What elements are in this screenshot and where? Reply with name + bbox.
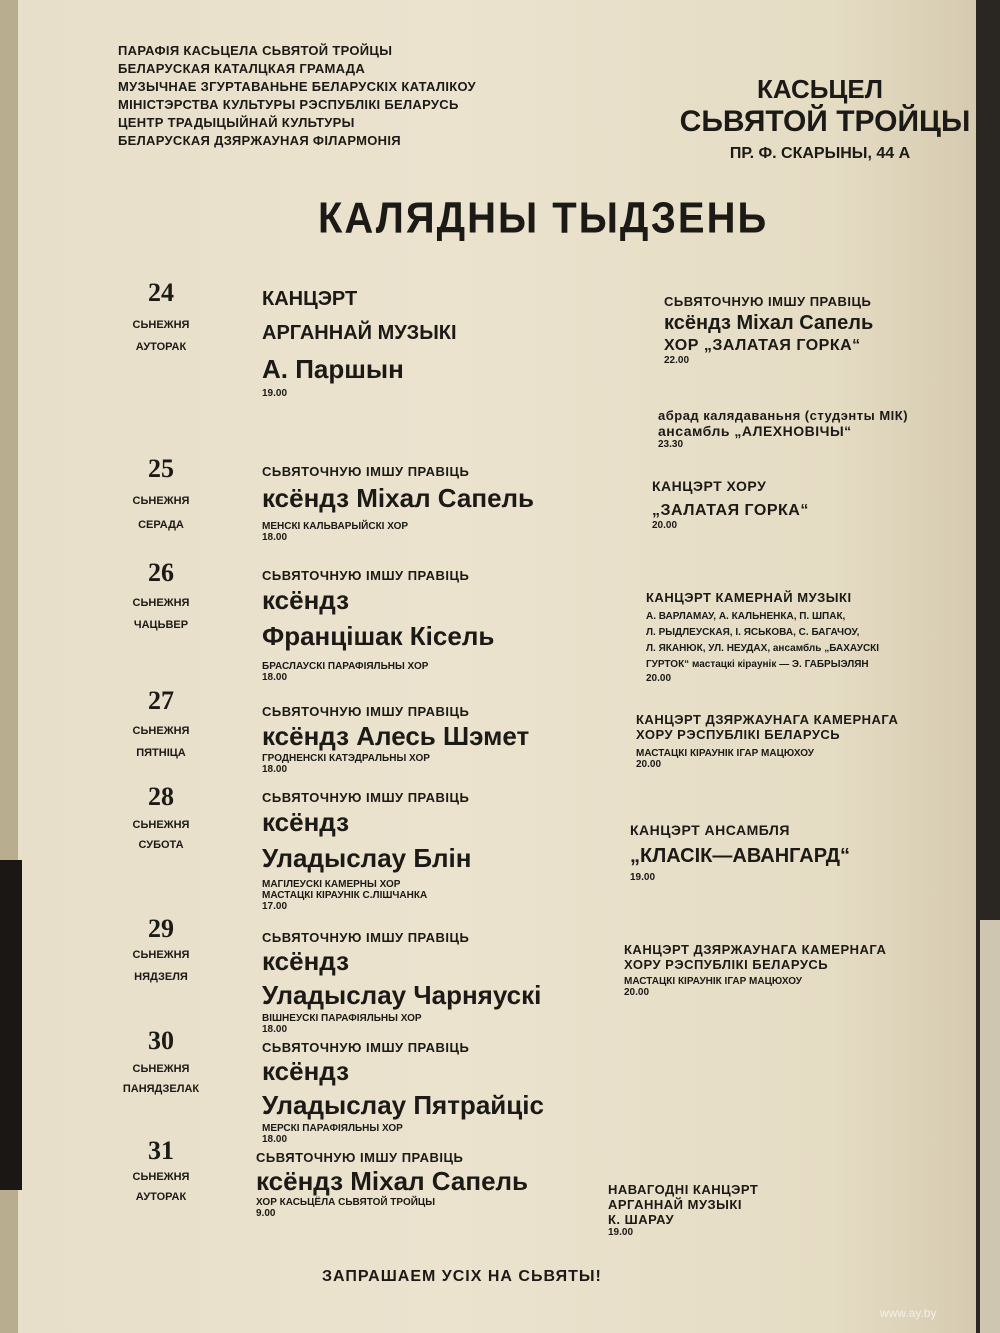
date-number: 30 — [148, 1026, 174, 1055]
event-line: ХОРУ РЭСПУБЛІКІ БЕЛАРУСЬ — [636, 727, 841, 742]
event-line: АРГАННАЙ МУЗЫКІ — [608, 1197, 742, 1212]
date-weekday: НЯДЗЕЛЯ — [134, 971, 188, 983]
date-month: СЬНЕЖНЯ — [132, 597, 190, 609]
event-line: СЬВЯТОЧНУЮ ІМШУ ПРАВІЦЬ — [262, 704, 470, 719]
event-performer: Уладыслау Пятрайціс — [262, 1090, 544, 1120]
event-line: СЬВЯТОЧНУЮ ІМШУ ПРАВІЦЬ — [262, 568, 470, 583]
date-month: СЬНЕЖНЯ — [132, 819, 190, 831]
event-right-8 — [608, 1182, 758, 1238]
event-line: ксёндз — [262, 1056, 350, 1086]
event-line: КАНЦЭРТ ДЗЯРЖАУНАГА КАМЕРНАГА — [624, 942, 887, 957]
event-29 — [262, 930, 541, 1035]
event-line: АРГАННАЙ МУЗЫКІ — [262, 322, 457, 344]
organizer-line: МІНІСТЭРСТВА КУЛЬТУРЫ РЭСПУБЛІКІ БЕЛАРУСЬ — [118, 97, 459, 112]
event-choir: БРАСЛАУСКІ ПАРАФІЯЛЬНЫ ХОР — [262, 661, 429, 672]
event-line: абрад калядаваньня (студэнты МІК) — [658, 408, 909, 423]
event-director: МАСТАЦКІ КІРАУНІК ІГАР МАЦЮХОУ — [624, 976, 802, 987]
event-line: НАВАГОДНІ КАНЦЭРТ — [608, 1182, 759, 1197]
venue-line-2: СЬВЯТОЙ ТРОЙЦЫ — [679, 105, 971, 138]
date-number: 27 — [148, 686, 174, 715]
event-choir: МЕРСКІ ПАРАФІЯЛЬНЫ ХОР — [262, 1123, 403, 1134]
event-time: 18.00 — [262, 1134, 288, 1145]
event-time: 20.00 — [646, 673, 672, 684]
venue-address: ПР. Ф. СКАРЫНЫ, 44 А — [729, 145, 911, 162]
event-27 — [262, 704, 529, 775]
organizer-line: БЕЛАРУСКАЯ КАТАЛЦКАЯ ГРАМАДА — [118, 61, 366, 76]
event-line: СЬВЯТОЧНУЮ ІМШУ ПРАВІЦЬ — [256, 1150, 464, 1165]
event-performer: ксёндз Міхал Сапель — [664, 312, 874, 334]
organizer-line: БЕЛАРУСКАЯ ДЗЯРЖАУНАЯ ФІЛАРМОНІЯ — [118, 133, 401, 148]
event-line: КАНЦЭРТ — [262, 288, 358, 310]
date-number: 29 — [148, 914, 174, 943]
event-24 — [262, 282, 457, 399]
event-right-6 — [630, 822, 850, 883]
date-month: СЬНЕЖНЯ — [132, 1171, 190, 1183]
event-25 — [262, 464, 534, 543]
event-line: СЬВЯТОЧНУЮ ІМШУ ПРАВІЦЬ — [664, 294, 872, 309]
event-performer: Уладыслау Чарняускі — [262, 980, 542, 1010]
event-28 — [262, 790, 471, 912]
event-line: СЬВЯТОЧНУЮ ІМШУ ПРАВІЦЬ — [262, 464, 470, 479]
event-time: 20.00 — [636, 759, 662, 770]
event-time: 18.00 — [262, 532, 288, 543]
event-time: 17.00 — [262, 901, 288, 912]
date-month: СЬНЕЖНЯ — [132, 949, 190, 961]
date-weekday: АУТОРАК — [135, 341, 187, 353]
date-weekday: АУТОРАК — [135, 1191, 187, 1203]
event-choir: МАГІЛЕУСКІ КАМЕРНЫ ХОР — [262, 879, 401, 890]
event-time: 19.00 — [608, 1227, 634, 1238]
event-line: „КЛАСІК—АВАНГАРД“ — [630, 845, 851, 867]
venue-line-1: КАСЬЦЕЛ — [756, 74, 884, 104]
event-line: КАНЦЭРТ АНСАМБЛЯ — [630, 822, 790, 838]
event-time: 18.00 — [262, 672, 288, 683]
event-time: 9.00 — [256, 1208, 276, 1219]
date-weekday: СЕРАДА — [138, 519, 184, 531]
page-edge-shadow — [0, 860, 22, 1190]
adjacent-page — [980, 920, 1000, 1333]
event-line: СЬВЯТОЧНУЮ ІМШУ ПРАВІЦЬ — [262, 790, 470, 805]
event-performer: Уладыслау Блін — [262, 843, 472, 873]
event-line: Л. ЯКАНЮК, УЛ. НЕУДАХ, ансамбль „БАХАУСКІ — [646, 643, 880, 654]
event-31 — [256, 1150, 528, 1219]
event-line: „ЗАЛАТАЯ ГОРКА“ — [652, 502, 809, 519]
event-choir: ХОР КАСЬЦЁЛА СЬВЯТОЙ ТРОЙЦЫ — [256, 1197, 436, 1208]
event-choir: ВІШНЕУСКІ ПАРАФІЯЛЬНЫ ХОР — [262, 1013, 422, 1024]
event-line: ГУРТОК“ мастацкі кіраунік — Э. ГАБРЫЭЛЯН — [646, 659, 869, 670]
event-time: 19.00 — [630, 872, 656, 883]
event-right-3 — [652, 478, 809, 531]
event-30 — [262, 1040, 544, 1145]
event-performer: ксёндз Міхал Сапель — [262, 483, 535, 513]
event-choir: ГРОДНЕНСКІ КАТЭДРАЛЬНЫ ХОР — [262, 753, 430, 764]
event-choir: ХОР „ЗАЛАТАЯ ГОРКА“ — [664, 337, 861, 354]
date-number: 31 — [148, 1136, 174, 1165]
event-line: А. ВАРЛАМАУ, А. КАЛЬНЕНКА, П. ШПАК, — [646, 611, 846, 622]
event-line: ксёндз — [262, 585, 350, 615]
event-line: Л. РЫДЛЕУСКАЯ, І. ЯСЬКОВА, С. БАГАЧОУ, — [646, 627, 860, 638]
event-line: ксёндз — [262, 946, 350, 976]
event-time: 20.00 — [652, 520, 678, 531]
event-right-1 — [664, 294, 873, 366]
date-number: 26 — [148, 558, 174, 587]
organizer-line: ПАРАФІЯ КАСЬЦЕЛА СЬВЯТОЙ ТРОЙЦЫ — [118, 43, 393, 58]
date-number: 24 — [148, 278, 174, 307]
venue-block — [660, 74, 980, 163]
event-line: КАНЦЭРТ ХОРУ — [652, 478, 767, 494]
event-performer: К. ШАРАУ — [608, 1212, 675, 1227]
event-time: 19.00 — [262, 388, 288, 399]
event-line: СЬВЯТОЧНУЮ ІМШУ ПРАВІЦЬ — [262, 1040, 470, 1055]
event-line: ХОРУ РЭСПУБЛІКІ БЕЛАРУСЬ — [624, 957, 829, 972]
watermark: www.ay.by — [880, 1306, 937, 1320]
organizers-list — [118, 42, 476, 150]
event-choir: МЕНСКІ КАЛЬВАРЫЙСКІ ХОР — [262, 521, 409, 532]
date-weekday: ПАНЯДЗЕЛАК — [122, 1083, 200, 1095]
event-time: 23.30 — [658, 439, 684, 450]
event-performer: Францішак Кісель — [262, 621, 495, 651]
date-month: СЬНЕЖНЯ — [132, 319, 190, 331]
date-month: СЬНЕЖНЯ — [132, 1063, 190, 1075]
event-line: ксёндз — [262, 807, 350, 837]
event-right-4 — [646, 590, 879, 684]
event-performer: ксёндз Міхал Сапель — [256, 1166, 529, 1196]
event-line: ансамбль „АЛЕХНОВІЧЫ“ — [658, 423, 852, 439]
organizer-line: МУЗЫЧНАЕ ЗГУРТАВАНЬНЕ БЕЛАРУСКІХ КАТАЛІКОУ — [118, 79, 476, 94]
organizer-line: ЦЕНТР ТРАДЫЦЫЙНАЙ КУЛЬТУРЫ — [118, 115, 355, 130]
event-time: 18.00 — [262, 764, 288, 775]
date-number: 25 — [148, 454, 174, 483]
event-director: МАСТАЦКІ КІРАУНІК С.ЛІШЧАНКА — [262, 890, 428, 901]
date-weekday: СУБОТА — [138, 839, 184, 851]
date-weekday: ЧАЦЬВЕР — [133, 619, 189, 631]
event-right-2 — [658, 408, 908, 450]
event-time: 22.00 — [664, 355, 690, 366]
event-performer: ксёндз Алесь Шэмет — [262, 721, 530, 751]
date-weekday: ПЯТНІЦА — [136, 747, 186, 759]
date-number: 28 — [148, 782, 174, 811]
date-month: СЬНЕЖНЯ — [132, 725, 190, 737]
poster-title: КАЛЯДНЫ ТЫДЗЕНЬ — [318, 193, 769, 243]
event-right-7 — [624, 942, 886, 998]
event-line: КАНЦЭРТ КАМЕРНАЙ МУЗЫКІ — [646, 590, 852, 605]
event-director: МАСТАЦКІ КІРАУНІК ІГАР МАЦЮХОУ — [636, 748, 814, 759]
event-line: СЬВЯТОЧНУЮ ІМШУ ПРАВІЦЬ — [262, 930, 470, 945]
event-line: КАНЦЭРТ ДЗЯРЖАУНАГА КАМЕРНАГА — [636, 712, 899, 727]
event-time: 20.00 — [624, 987, 650, 998]
footer-invitation: ЗАПРАШАЕМ УСІХ НА СЬВЯТЫ! — [322, 1268, 602, 1285]
event-time: 18.00 — [262, 1024, 288, 1035]
event-26 — [262, 568, 494, 683]
event-right-5 — [636, 712, 898, 770]
date-month: СЬНЕЖНЯ — [132, 495, 190, 507]
event-performer: А. Паршын — [262, 354, 404, 384]
